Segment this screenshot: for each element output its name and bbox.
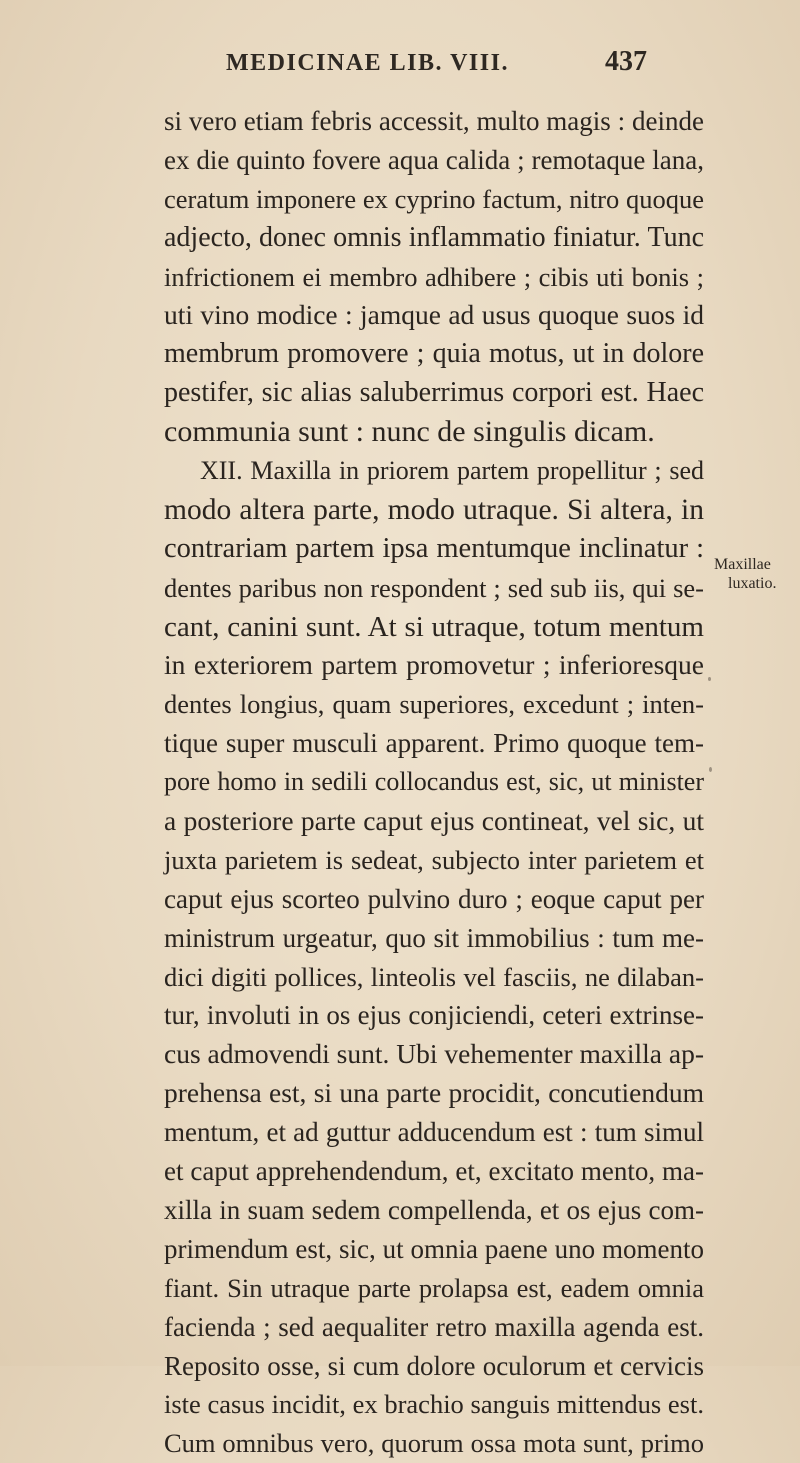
text-line: dentes paribus non respondent ; sed sub iis, qui se- [164, 572, 704, 603]
marginal-note-line: luxatio. [728, 575, 777, 592]
paper-speck [708, 677, 711, 681]
text-line: ministrum urgeatur, quo sit immobilius : tum me- [164, 922, 704, 953]
text-line: adjecto, donec omnis inflammatio finiatur. Tunc [164, 221, 704, 253]
text-line: Cum omnibus vero, quorum ossa mota sunt, primo [164, 1428, 704, 1459]
text-line: uti vino modice : jamque ad usus quoque suos id [164, 299, 704, 331]
text-line: communia sunt : nunc de singulis dicam. [164, 415, 655, 449]
text-line: pestifer, sic alias saluberrimus corpori est. Haec [164, 377, 704, 409]
text-line: modo altera parte, modo utraque. Si altera, in [164, 493, 704, 526]
text-line: dici digiti pollices, linteolis vel fasciis, ne dilaban- [164, 961, 704, 992]
text-line: cant, canini sunt. At si utraque, totum mentum [164, 610, 704, 643]
text-line: primendum est, sic, ut omnia paene uno momento [164, 1233, 704, 1264]
text-line: infrictionem ei membro adhibere ; cibis uti bonis ; [164, 261, 704, 292]
text-line: caput ejus scorteo pulvino duro ; eoque caput per [164, 883, 704, 914]
text-line: iste casus incidit, ex brachio sanguis mittendus est. [164, 1389, 704, 1420]
text-line: mentum, et ad guttur adducendum est : tum simul [164, 1117, 704, 1148]
marginal-note [714, 555, 798, 593]
page-number: 437 [605, 46, 647, 77]
paper-speck [709, 767, 712, 772]
text-line: a posteriore parte caput ejus contineat, vel sic, ut [164, 805, 704, 837]
text-line: ex die quinto fovere aqua calida ; remotaque lana, [164, 144, 704, 175]
text-line: tur, involuti in os ejus conjiciendi, ceteri extrinse- [164, 1000, 704, 1031]
text-line: contrariam partem ipsa mentumque inclinatur : [164, 532, 704, 564]
text-line: fiant. Sin utraque parte prolapsa est, eadem omnia [164, 1272, 704, 1303]
text-line: membrum promovere ; quia motus, ut in dolore [164, 338, 704, 370]
section-start-line: XII. Maxilla in priorem partem propellitur ; sed [200, 456, 704, 486]
text-line: in exteriorem partem promovetur ; inferioresque [164, 649, 704, 681]
text-line: si vero etiam febris accessit, multo magis : deinde [164, 106, 704, 136]
running-head: MEDICINAE LIB. VIII. [226, 50, 509, 76]
body-text [164, 102, 704, 1463]
text-line: prehensa est, si una parte procidit, concutiendum [164, 1077, 704, 1109]
text-line: juxta parietem is sedeat, subjecto inter parietem et [164, 844, 704, 875]
text-line: dentes longius, quam superiores, excedunt ; inten- [164, 689, 704, 720]
text-line: cus admovendi sunt. Ubi vehementer maxilla ap- [164, 1038, 704, 1070]
text-line: et caput apprehendendum, et, excitato mento, ma- [164, 1156, 704, 1187]
marginal-note-line: Maxillae [714, 556, 771, 573]
text-line: facienda ; sed aequaliter retro maxilla agenda est. [164, 1311, 704, 1342]
text-line: Reposito osse, si cum dolore oculorum et cervicis [164, 1350, 704, 1381]
text-line: ceratum imponere ex cyprino factum, nitro quoque [164, 183, 704, 214]
text-line: tique super musculi apparent. Primo quoque tem- [164, 728, 704, 759]
text-line: xilla in suam sedem compellenda, et os ejus com- [164, 1194, 704, 1225]
text-line: pore homo in sedili collocandus est, sic, ut minister [164, 767, 704, 797]
